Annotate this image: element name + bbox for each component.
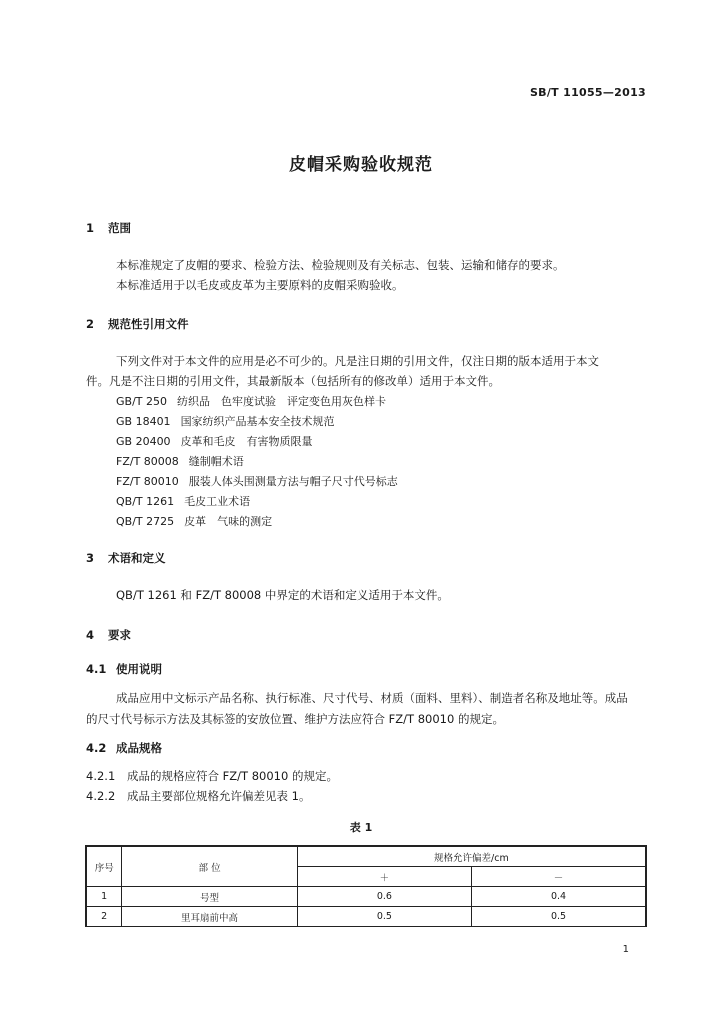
reference-code: QB/T 2725: [116, 515, 175, 528]
header-tolerance: 规格允许偏差/cm: [297, 846, 646, 867]
paragraph: 的尺寸代号标示方法及其标签的安放位置、维护方法应符合 FZ/T 80010 的规定。: [86, 712, 504, 726]
paragraph: 下列文件对于本文件的应用是必不可少的。凡是注日期的引用文件，仅注日期的版本适用于本文: [116, 354, 599, 368]
reference-item: [116, 393, 386, 409]
table-caption: 表 1: [349, 821, 373, 834]
table-row: [86, 907, 646, 927]
paragraph: QB/T 1261 和 FZ/T 80008 中界定的术语和定义适用于本文件。: [116, 588, 449, 602]
subsection-title: 使用说明: [116, 662, 162, 676]
section-title: 要求: [108, 628, 131, 642]
reference-item: [116, 513, 272, 529]
paragraph: 成品应用中文标示产品名称、执行标准、尺寸代号、材质（面料、里料）、制造者名称及地址等。成品: [116, 691, 628, 705]
reference-item: [116, 413, 335, 429]
reference-title: 毛皮工业术语: [184, 495, 251, 508]
paragraph: 件。凡是不注日期的引用文件，其最新版本（包括所有的修改单）适用于本文件。: [86, 374, 500, 388]
reference-title: 缝制帽术语: [188, 455, 244, 468]
section-title: 规范性引用文件: [108, 317, 189, 331]
header-plus: ＋: [297, 867, 471, 887]
subsection-number: 4.2: [86, 741, 107, 755]
reference-code: QB/T 1261: [116, 495, 175, 508]
table-header-row: [86, 846, 646, 867]
reference-title: 皮革和毛皮 有害物质限量: [180, 435, 313, 448]
reference-code: GB/T 250: [116, 395, 167, 408]
header-minus: －: [472, 867, 646, 887]
cell-plus: 0.6: [297, 887, 471, 907]
reference-code: GB 20400: [116, 435, 171, 448]
reference-code: FZ/T 80010: [116, 475, 179, 488]
paragraph: 本标准适用于以毛皮或皮革为主要原料的皮帽采购验收。: [116, 278, 404, 292]
clause-text: 成品主要部位规格允许偏差见表 1。: [127, 789, 311, 803]
clause-item: [86, 788, 310, 804]
reference-title: 国家纺织产品基本安全技术规范: [180, 415, 335, 428]
reference-item: [116, 473, 398, 489]
page-number: 1: [622, 944, 629, 955]
section-title: 范围: [108, 221, 131, 235]
clause-number: 4.2.2: [86, 789, 116, 803]
section-4-heading: [86, 627, 131, 643]
cell-minus: 0.4: [472, 887, 646, 907]
cell-part: 号型: [122, 887, 297, 907]
subsection-title: 成品规格: [116, 741, 162, 755]
table-row: [86, 887, 646, 907]
section-title: 术语和定义: [108, 551, 166, 565]
cell-plus: 0.5: [297, 907, 471, 927]
section-3-heading: [86, 550, 166, 566]
subsection-4-1-heading: [86, 661, 162, 677]
cell-part: 里耳扇前中高: [122, 907, 297, 927]
header-seq: 序号: [86, 846, 122, 887]
reference-title: 服装人体头围测量方法与帽子尺寸代号标志: [188, 475, 398, 488]
section-number: 1: [86, 221, 95, 235]
header-part: 部 位: [122, 846, 297, 887]
cell-minus: 0.5: [472, 907, 646, 927]
subsection-number: 4.1: [86, 662, 107, 676]
clause-number: 4.2.1: [86, 769, 116, 783]
section-number: 3: [86, 551, 95, 565]
section-2-heading: [86, 316, 189, 332]
reference-title: 纺织品 色牢度试验 评定变色用灰色样卡: [177, 395, 386, 408]
standard-number: SB/T 11055—2013: [529, 86, 646, 99]
clause-text: 成品的规格应符合 FZ/T 80010 的规定。: [127, 769, 338, 783]
clause-item: [86, 768, 338, 784]
reference-title: 皮革 气味的测定: [184, 515, 273, 528]
section-1-heading: [86, 220, 131, 236]
section-number: 4: [86, 628, 95, 642]
cell-seq: 2: [86, 907, 122, 927]
subsection-4-2-heading: [86, 740, 162, 756]
section-number: 2: [86, 317, 95, 331]
tolerance-table: [85, 845, 647, 927]
paragraph: 本标准规定了皮帽的要求、检验方法、检验规则及有关标志、包装、运输和储存的要求。: [116, 258, 565, 272]
reference-item: [116, 493, 250, 509]
reference-item: [116, 433, 313, 449]
reference-code: GB 18401: [116, 415, 171, 428]
reference-item: [116, 453, 244, 469]
reference-code: FZ/T 80008: [116, 455, 179, 468]
cell-seq: 1: [86, 887, 122, 907]
document-title: 皮帽采购验收规范: [289, 155, 433, 175]
